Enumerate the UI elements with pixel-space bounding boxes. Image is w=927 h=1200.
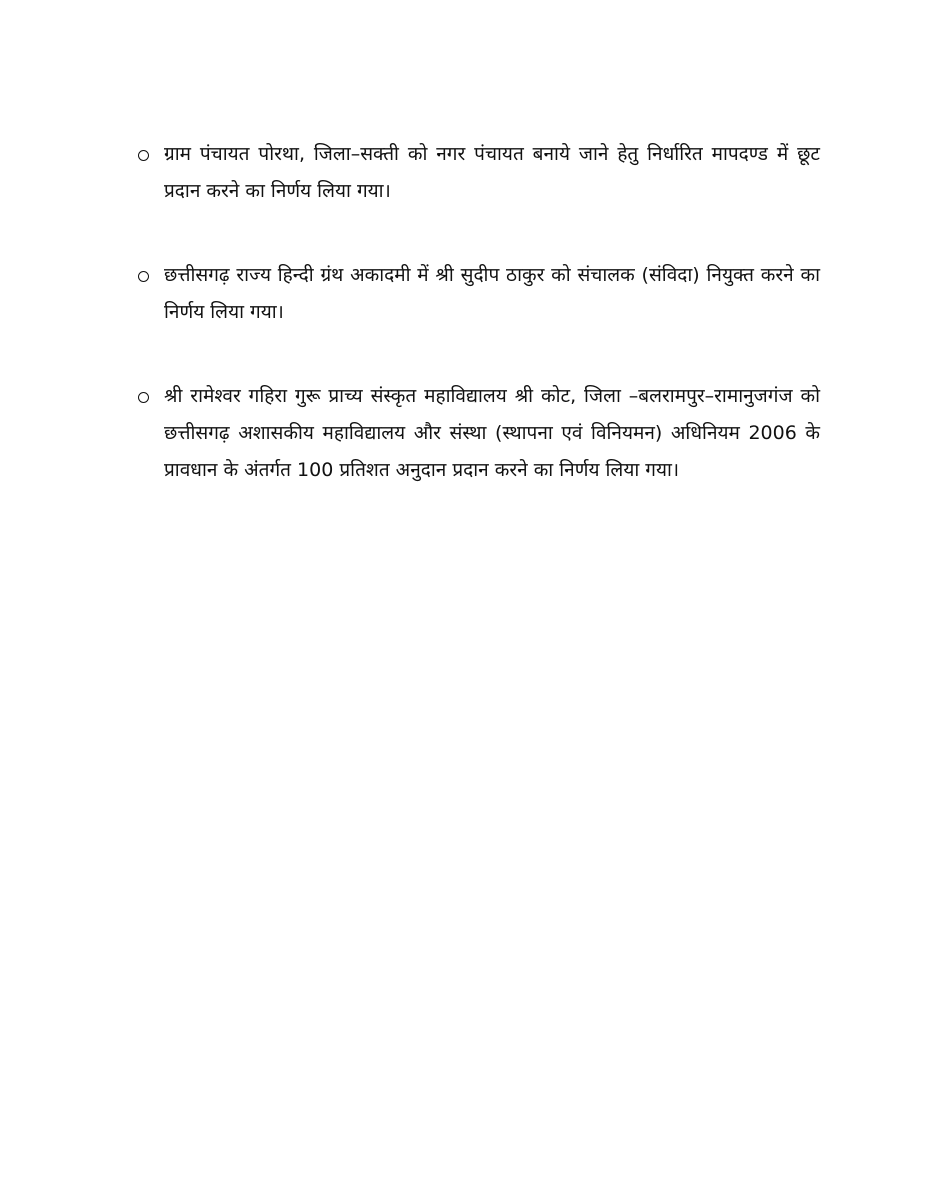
circle-bullet-icon <box>138 392 149 403</box>
list-item-text: ग्राम पंचायत पोरथा, जिला–सक्ती को नगर पंचायत बनाये जाने हेतु निर्धारित मापदण्ड में छूट प्रदान करने का निर्णय लिया गया। <box>164 143 820 202</box>
list-item <box>134 378 820 489</box>
list-item-text: श्री रामेश्वर गहिरा गुरू प्राच्य संस्कृत महाविद्यालय श्री कोट, जिला –बलरामपुर–रामानुजगंज को छत्तीसगढ़ अशासकीय महाविद्यालय और संस्था (स्थापना एवं विनियमन) अधिनियम 2006 के प्रावधान के अंतर्गत 100 प्रतिशत अनुदान प्रदान करने का निर्णय लिया गया। <box>164 385 820 481</box>
circle-bullet-icon <box>138 150 149 161</box>
list-item <box>134 257 820 331</box>
list-item <box>134 136 820 210</box>
list-item-text: छत्तीसगढ़ राज्य हिन्दी ग्रंथ अकादमी में श्री सुदीप ठाकुर को संचालक (संविदा) नियुक्त करने का निर्णय लिया गया। <box>164 264 820 323</box>
decision-list <box>134 136 820 489</box>
circle-bullet-icon <box>138 271 149 282</box>
